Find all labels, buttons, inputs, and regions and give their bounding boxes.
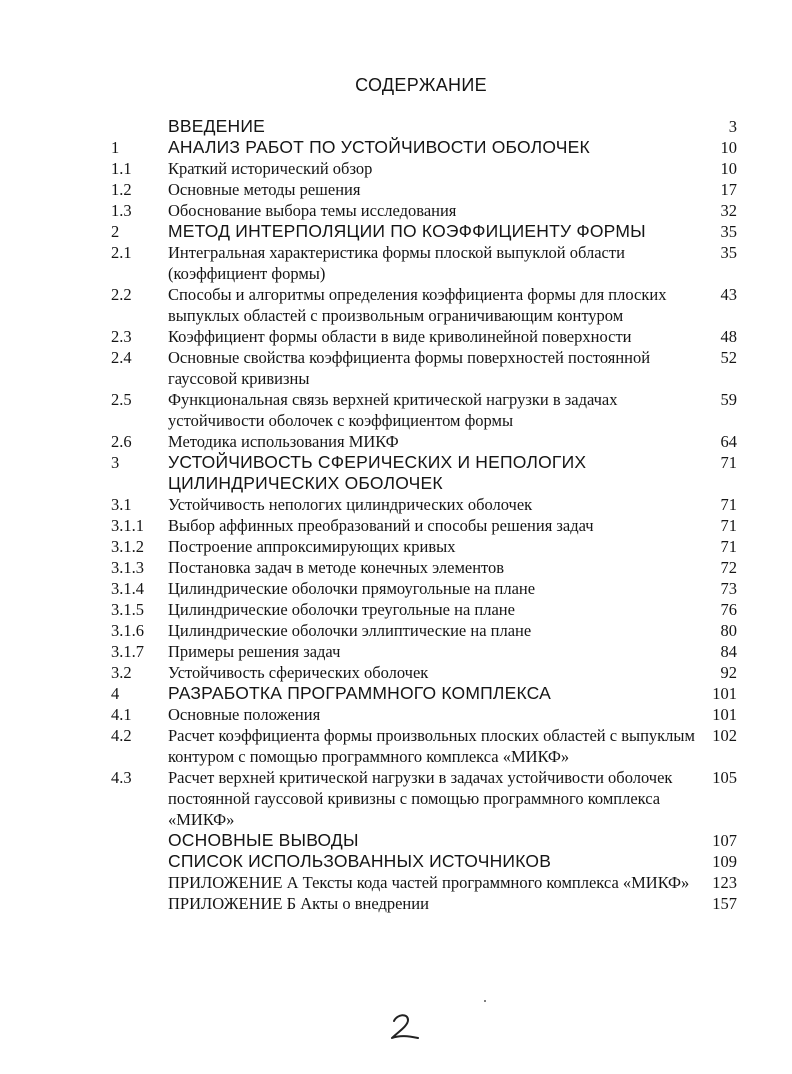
toc-entry: [0, 284, 792, 326]
toc-entry: [0, 872, 792, 893]
toc-entry: [0, 242, 792, 284]
toc-entry-title: Примеры решения задач: [168, 642, 341, 661]
toc-entry: [0, 389, 792, 431]
toc-entry-page: 71: [720, 453, 737, 472]
toc-entry-page: 10: [720, 159, 737, 178]
toc-entry-title: Построение аппроксимирующих кривых: [168, 537, 456, 556]
toc-entry-number: 3.1.1: [111, 516, 144, 535]
toc-entry-number: 3.1.4: [111, 579, 144, 598]
toc-entry: [0, 599, 792, 620]
toc-entry-number: 1.1: [111, 159, 132, 178]
page-title: СОДЕРЖАНИЕ: [355, 75, 487, 95]
toc-entry-number: 2.6: [111, 432, 132, 451]
toc-entry-page: 76: [720, 600, 737, 619]
toc-entry-title: Основные свойства коэффициента формы поверхностей постоянной гауссовой кривизны: [168, 348, 651, 388]
toc-entry-title: Цилиндрические оболочки треугольные на плане: [168, 600, 515, 619]
toc-entry-page: 102: [712, 726, 737, 745]
toc-entry-title: Способы и алгоритмы определения коэффициента формы для плоских выпуклых областей с произвольным ограничивающим контуром: [168, 285, 667, 325]
toc-entry: [0, 704, 792, 725]
toc-entry-title: Обоснование выбора темы исследования: [168, 201, 457, 220]
toc-entry-number: 3.1.7: [111, 642, 144, 661]
toc-entry-title: Устойчивость сферических оболочек: [168, 663, 429, 682]
toc-entry-title: МЕТОД ИНТЕРПОЛЯЦИИ ПО КОЭФФИЦИЕНТУ ФОРМЫ: [168, 221, 646, 241]
toc-entry-title: Расчет коэффициента формы произвольных плоских областей с выпуклым контуром с помощью программного комплекса «МИКФ»: [168, 726, 695, 766]
toc-entry-title: РАЗРАБОТКА ПРОГРАММНОГО КОМПЛЕКСА: [168, 683, 551, 703]
toc-entry: [0, 725, 792, 767]
toc-entry-title: Основные методы решения: [168, 180, 361, 199]
toc-entry-page: 109: [712, 852, 737, 871]
toc-entry-title: ПРИЛОЖЕНИЕ А Тексты кода частей программного комплекса «МИКФ»: [168, 873, 690, 892]
toc-entry-title: АНАЛИЗ РАБОТ ПО УСТОЙЧИВОСТИ ОБОЛОЧЕК: [168, 137, 590, 157]
toc-entry: [0, 662, 792, 683]
toc-entry-page: 84: [720, 642, 737, 661]
toc-entry-number: 1: [111, 138, 120, 157]
toc-entry-page: 35: [720, 222, 737, 241]
toc-entry-page: 10: [720, 138, 737, 157]
toc-entry-number: 4: [111, 684, 120, 703]
toc-entry: [0, 200, 792, 221]
toc-entry: [0, 326, 792, 347]
toc-entry-page: 123: [712, 873, 737, 892]
toc-entry-number: 2.3: [111, 327, 132, 346]
toc-entry-page: 64: [720, 432, 737, 451]
toc-entry: [0, 830, 792, 851]
toc-entry-number: 4.3: [111, 768, 132, 787]
toc-entry: [0, 179, 792, 200]
toc-entry-page: 92: [720, 663, 737, 682]
toc-entry-title: Расчет верхней критической нагрузки в задачах устойчивости оболочек постоянной гауссовой кривизны с помощью программного комплекса «МИКФ»: [168, 768, 673, 829]
toc-entry-number: 2: [111, 222, 120, 241]
toc-entry-page: 52: [720, 348, 737, 367]
toc-entry-number: 1.3: [111, 201, 132, 220]
toc-entry-page: 73: [720, 579, 737, 598]
toc-entry: [0, 515, 792, 536]
toc-entry-title: Постановка задач в методе конечных элементов: [168, 558, 505, 577]
toc-entry-page: 43: [720, 285, 737, 304]
toc-entry-page: 157: [712, 894, 737, 913]
toc-entry-page: 72: [720, 558, 737, 577]
toc-entry-page: 105: [712, 768, 737, 787]
toc-entry-number: 1.2: [111, 180, 132, 199]
toc-entry: [0, 116, 792, 137]
toc-entry-page: 71: [720, 537, 737, 556]
toc-entry-number: 3.1.5: [111, 600, 144, 619]
toc-entry-page: 35: [720, 243, 737, 262]
toc-entry-title: Краткий исторический обзор: [168, 159, 373, 178]
toc-entry-number: 3.1: [111, 495, 132, 514]
toc-entry-title: ОСНОВНЫЕ ВЫВОДЫ: [168, 830, 359, 850]
toc-entry: [0, 137, 792, 158]
handwritten-page-number: [388, 1012, 422, 1042]
toc-entry: [0, 683, 792, 704]
toc-entry-number: 3.2: [111, 663, 132, 682]
toc-entry: [0, 641, 792, 662]
toc-entry-title: ВВЕДЕНИЕ: [168, 116, 266, 136]
toc-entry-title: Основные положения: [168, 705, 321, 724]
toc-entry-title: Интегральная характеристика формы плоской выпуклой области (коэффициент формы): [168, 243, 625, 283]
toc-entry-number: 2.5: [111, 390, 132, 409]
toc-entry: [0, 536, 792, 557]
toc-entry-page: 71: [720, 516, 737, 535]
toc-entry: [0, 578, 792, 599]
toc-entry-title: ПРИЛОЖЕНИЕ Б Акты о внедрении: [168, 894, 429, 913]
toc-entry-number: 3.1.3: [111, 558, 144, 577]
toc-entry-title: УСТОЙЧИВОСТЬ СФЕРИЧЕСКИХ И НЕПОЛОГИХ ЦИЛИНДРИЧЕСКИХ ОБОЛОЧЕК: [168, 452, 587, 493]
toc-entry-title: Функциональная связь верхней критической нагрузки в задачах устойчивости оболочек с коэффициентом формы: [168, 390, 618, 430]
toc-entry-number: 4.2: [111, 726, 132, 745]
toc-entry: [0, 221, 792, 242]
toc-entry: [0, 557, 792, 578]
speck-mark: [484, 1000, 486, 1002]
toc-entry-title: Цилиндрические оболочки эллиптические на плане: [168, 621, 532, 640]
toc-entry-number: 3.1.6: [111, 621, 144, 640]
toc-entry-page: 32: [720, 201, 737, 220]
toc-entry-number: 3: [111, 453, 120, 472]
toc-entry: [0, 158, 792, 179]
toc-entry: [0, 893, 792, 914]
toc-entry-number: 2.4: [111, 348, 132, 367]
toc-entry-page: 80: [720, 621, 737, 640]
toc-entry-title: Устойчивость непологих цилиндрических оболочек: [168, 495, 533, 514]
toc-entry-number: 2.2: [111, 285, 132, 304]
toc-entry-number: 4.1: [111, 705, 132, 724]
toc-entry-page: 3: [728, 117, 737, 136]
toc-entry: [0, 620, 792, 641]
toc-entry: [0, 851, 792, 872]
toc-entry-title: Коэффициент формы области в виде криволинейной поверхности: [168, 327, 632, 346]
toc-entry: [0, 767, 792, 830]
toc-entry-page: 101: [712, 684, 737, 703]
toc-entry-title: Цилиндрические оболочки прямоугольные на плане: [168, 579, 536, 598]
toc-entry-number: 2.1: [111, 243, 132, 262]
toc-entry-page: 107: [712, 831, 737, 850]
toc-entry: [0, 494, 792, 515]
toc-entry-page: 101: [712, 705, 737, 724]
toc-entry: [0, 452, 792, 494]
toc-entry-title: СПИСОК ИСПОЛЬЗОВАННЫХ ИСТОЧНИКОВ: [168, 851, 552, 871]
toc-entry: [0, 431, 792, 452]
toc-entry-title: Методика использования МИКФ: [168, 432, 399, 451]
table-of-contents: [0, 116, 792, 914]
toc-entry-title: Выбор аффинных преобразований и способы решения задач: [168, 516, 594, 535]
toc-entry-page: 59: [720, 390, 737, 409]
toc-entry: [0, 347, 792, 389]
toc-entry-page: 48: [720, 327, 737, 346]
toc-entry-number: 3.1.2: [111, 537, 144, 556]
toc-entry-page: 17: [720, 180, 737, 199]
toc-entry-page: 71: [720, 495, 737, 514]
